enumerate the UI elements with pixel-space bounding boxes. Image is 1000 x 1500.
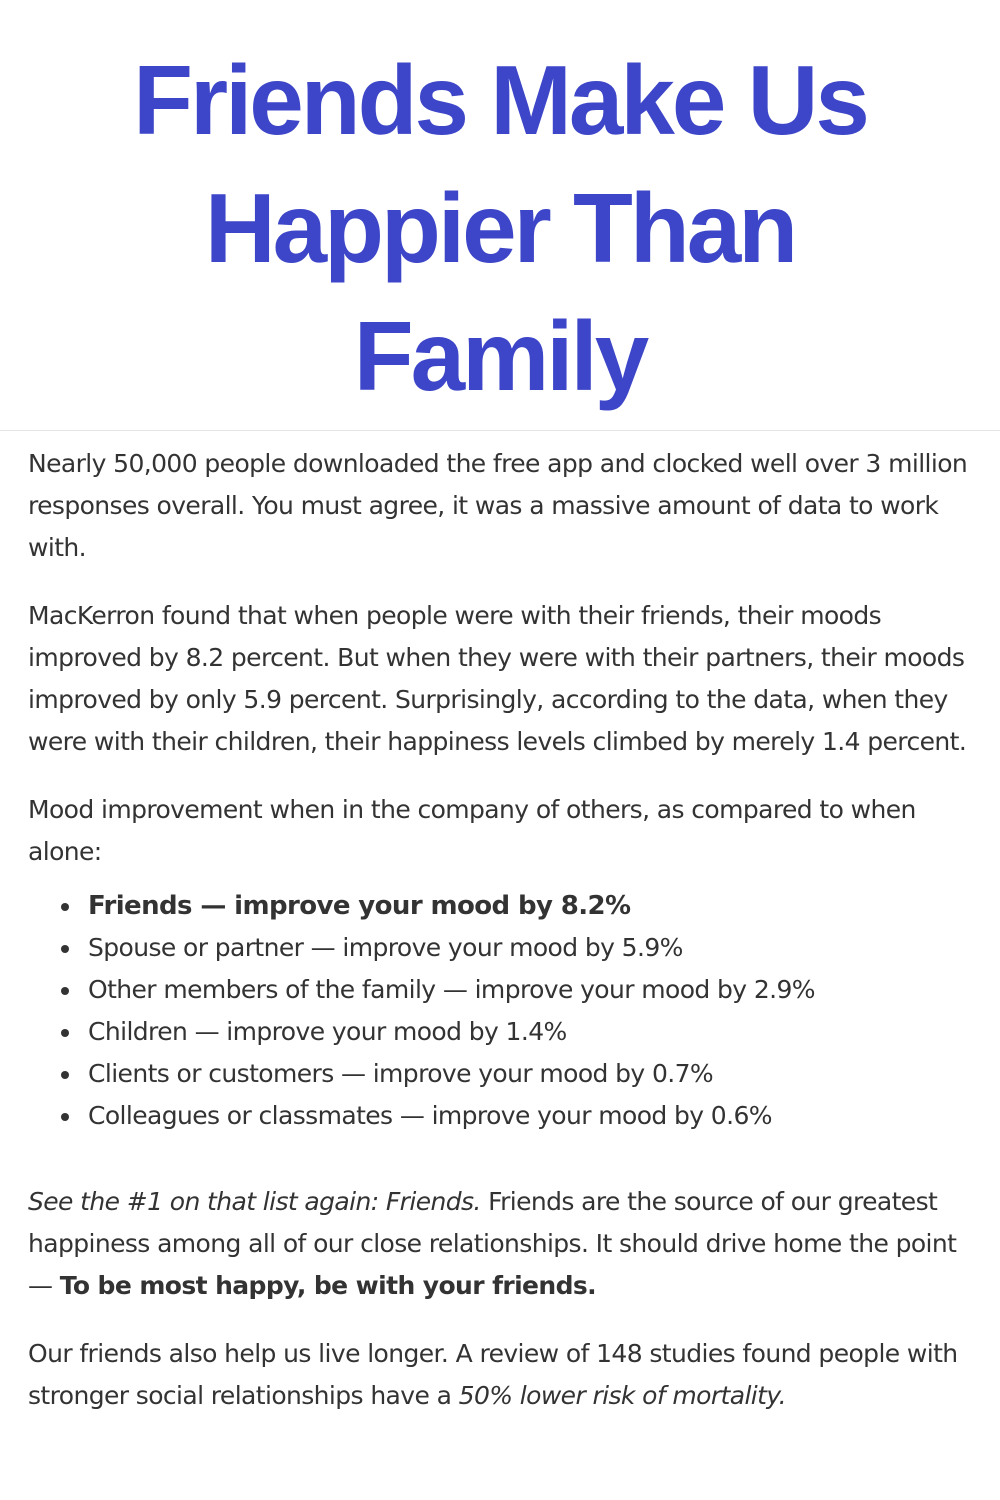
list-item-text: Clients or customers — improve your mood by 0.7% xyxy=(88,1059,714,1088)
bullet-icon xyxy=(61,1113,69,1121)
paragraph-longevity xyxy=(28,1333,978,1417)
section-divider xyxy=(0,430,1000,431)
list-item xyxy=(28,927,978,969)
bullet-icon xyxy=(61,987,69,995)
summary-italic: See the #1 on that list again: Friends. xyxy=(28,1187,481,1216)
paragraph-friends-summary xyxy=(28,1181,978,1307)
summary-bold: To be most happy, be with your friends. xyxy=(59,1271,597,1300)
longevity-italic: 50% lower risk of mortality. xyxy=(458,1381,786,1410)
paragraph-mackerron-findings: MacKerron found that when people were with their friends, their moods improved by 8.2 percent. But when they were with their partners, their moods improved by only 5.9 percent. Surprisingly, according to the data, when they were with their children, their happiness levels climbed by merely 1.4 percent. xyxy=(28,601,967,756)
bullet-icon xyxy=(61,903,69,911)
bullet-icon xyxy=(61,1071,69,1079)
list-item xyxy=(28,1053,978,1095)
article-body xyxy=(28,443,978,1417)
list-item-text: Friends — improve your mood by 8.2% xyxy=(88,891,631,921)
bullet-icon xyxy=(61,945,69,953)
title-line-1: Friends Make Us xyxy=(133,45,867,155)
list-item xyxy=(28,1011,978,1053)
list-item xyxy=(28,969,978,1011)
article-title xyxy=(0,36,1000,420)
title-line-2: Happier Than xyxy=(204,173,796,283)
summary-text: Friends are the source of our greatest happiness among all of our close relationships. It should drive home the point — xyxy=(28,1187,957,1300)
title-line-3: Family xyxy=(353,301,647,411)
list-item-text: Colleagues or classmates — improve your mood by 0.6% xyxy=(88,1101,772,1130)
mood-improvement-list xyxy=(28,885,978,1137)
list-item-text: Spouse or partner — improve your mood by 5.9% xyxy=(88,933,683,962)
paragraph-list-intro: Mood improvement when in the company of others, as compared to when alone: xyxy=(28,795,916,866)
bullet-icon xyxy=(61,1029,69,1037)
list-item-text: Children — improve your mood by 1.4% xyxy=(88,1017,567,1046)
paragraph-app-downloads: Nearly 50,000 people downloaded the free app and clocked well over 3 million responses overall. You must agree, it was a massive amount of data to work with. xyxy=(28,449,968,562)
longevity-text: Our friends also help us live longer. A review of 148 studies found people with stronger social relationships have a xyxy=(28,1339,958,1410)
list-item xyxy=(28,1095,978,1137)
list-item-text: Other members of the family — improve your mood by 2.9% xyxy=(88,975,815,1004)
list-item xyxy=(28,885,978,927)
